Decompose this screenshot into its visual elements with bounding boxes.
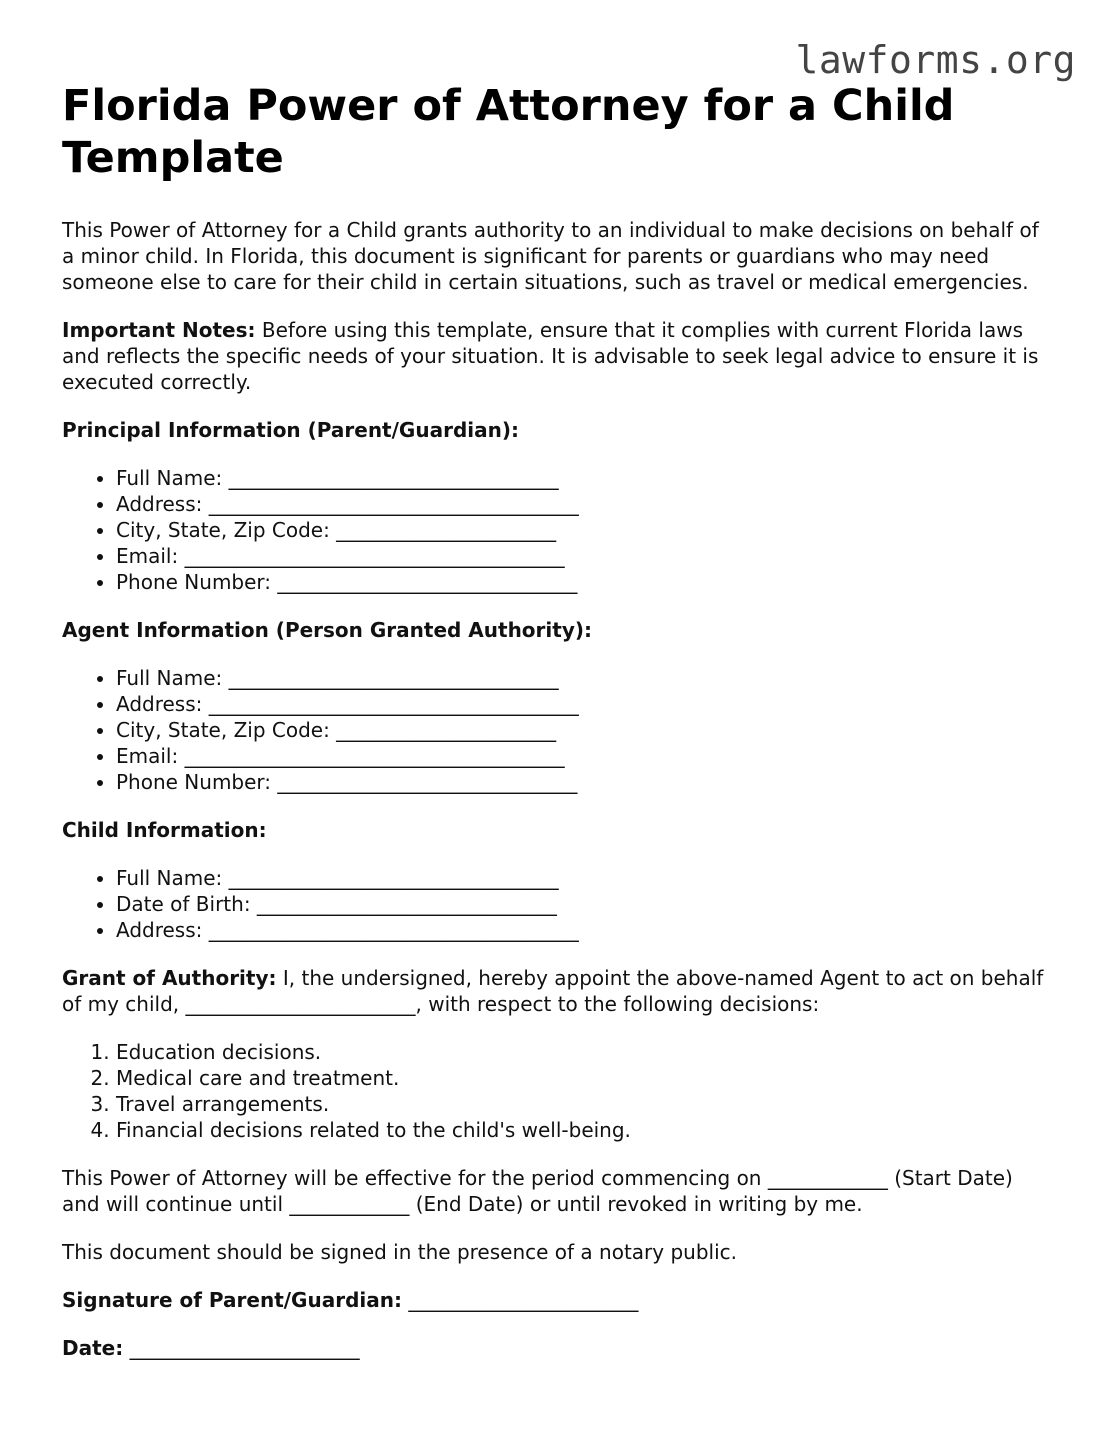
principal-full-name-field: • Full Name: _________________________________: [116, 465, 1052, 491]
agent-fields: [62, 665, 1052, 795]
important-notes-text: Before using this template, ensure that it complies with current Florida laws and reflects the specific needs of your situation. It is advisable to seek legal advice to ensure it is executed correctly.: [62, 318, 1039, 394]
agent-email-field: • Email: ______________________________________: [116, 743, 1052, 769]
principal-fields: [62, 465, 1052, 595]
signature-line: [62, 1287, 1052, 1313]
signature-label: Signature of Parent/Guardian:: [62, 1288, 402, 1312]
principal-heading: Principal Information (Parent/Guardian):: [62, 418, 519, 442]
grant-label: Grant of Authority:: [62, 966, 277, 990]
child-heading: Child Information:: [62, 818, 267, 842]
date-blank: _______________________: [123, 1336, 360, 1360]
child-dob-field: • Date of Birth: ______________________________: [116, 891, 1052, 917]
principal-city-state-zip-field: • City, State, Zip Code: ______________________: [116, 517, 1052, 543]
child-address-field: • Address: _____________________________________: [116, 917, 1052, 943]
decision-list: [62, 1039, 1052, 1143]
effective-period: This Power of Attorney will be effective for the period commencing on ____________ (Start Date) and will continue until ____________ (End Date) or until revoked in writing by me.: [62, 1166, 1013, 1216]
agent-address-field: • Address: _____________________________________: [116, 691, 1052, 717]
agent-phone-field: • Phone Number: ______________________________: [116, 769, 1052, 795]
notary-note: This document should be signed in the presence of a notary public.: [62, 1240, 737, 1264]
principal-email-field: • Email: ______________________________________: [116, 543, 1052, 569]
decision-item: 1. Education decisions.: [116, 1039, 1052, 1065]
document-body: [62, 80, 1052, 1361]
date-label: Date:: [62, 1336, 124, 1360]
principal-phone-field: • Phone Number: ______________________________: [116, 569, 1052, 595]
decision-item: 4. Financial decisions related to the child's well-being.: [116, 1117, 1052, 1143]
watermark: lawforms.org: [795, 38, 1076, 82]
decision-item: 3. Travel arrangements.: [116, 1091, 1052, 1117]
decision-item: 2. Medical care and treatment.: [116, 1065, 1052, 1091]
principal-address-field: • Address: _____________________________________: [116, 491, 1052, 517]
grant-text: I, the undersigned, hereby appoint the above-named Agent to act on behalf of my child, _______________________, with respect to the following decisions:: [62, 966, 1044, 1016]
signature-blank: _______________________: [401, 1288, 639, 1312]
page-title: Florida Power of Attorney for a Child Template: [62, 81, 955, 183]
grant-of-authority: [62, 965, 1052, 1017]
agent-city-state-zip-field: • City, State, Zip Code: ______________________: [116, 717, 1052, 743]
date-line: [62, 1335, 1052, 1361]
agent-heading: Agent Information (Person Granted Authority):: [62, 618, 592, 642]
agent-full-name-field: • Full Name: _________________________________: [116, 665, 1052, 691]
child-fields: [62, 865, 1052, 943]
intro-paragraph: This Power of Attorney for a Child grants authority to an individual to make decisions on behalf of a minor child. In Florida, this document is significant for parents or guardians who may need someone else to care for their child in certain situations, such as travel or medical emergencies.: [62, 218, 1039, 294]
important-notes-label: Important Notes:: [62, 318, 256, 342]
child-full-name-field: • Full Name: _________________________________: [116, 865, 1052, 891]
important-notes: [62, 317, 1052, 395]
